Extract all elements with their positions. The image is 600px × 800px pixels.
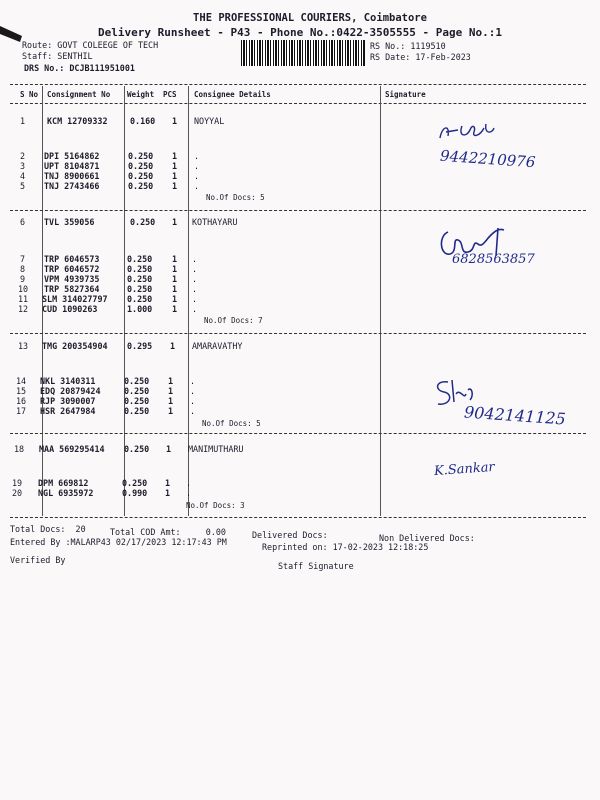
row-sno: 7	[20, 254, 26, 264]
row-consignment: VPM 4939735	[44, 274, 100, 284]
group-docs-count: No.Of Docs: 7	[204, 316, 263, 325]
row-sno: 1	[20, 116, 26, 126]
group-separator	[10, 333, 586, 334]
row-weight: 0.160	[130, 116, 156, 126]
col-signature: Signature	[385, 90, 426, 99]
non-delivered-docs: Non Delivered Docs:	[379, 533, 475, 543]
row-weight: 0.250	[124, 386, 150, 396]
col-pcs: PCS	[163, 90, 177, 99]
row-weight: 0.250	[127, 264, 153, 274]
drs-number: DRS No.: DCJB111951001	[24, 63, 135, 73]
row-consignee: .	[194, 171, 200, 181]
row-consignment: TRP 5827364	[44, 284, 100, 294]
row-consignee: .	[192, 304, 198, 314]
staff-signature: Staff Signature	[278, 561, 354, 571]
row-sno: 6	[20, 217, 26, 227]
group-docs-count: No.Of Docs: 3	[186, 501, 245, 510]
group-docs-count: No.Of Docs: 5	[202, 419, 261, 428]
row-consignee: AMARAVATHY	[192, 341, 243, 351]
row-consignee: .	[190, 376, 196, 386]
row-pcs: 1	[172, 217, 178, 227]
row-consignment: SLM 314027797	[42, 294, 108, 304]
row-weight: 0.250	[127, 254, 153, 264]
row-weight: 1.000	[127, 304, 153, 314]
row-consignee: .	[186, 488, 192, 498]
row-consignee: .	[190, 386, 196, 396]
row-pcs: 1	[172, 254, 178, 264]
col-weight: Weight	[127, 90, 155, 99]
row-sno: 19	[12, 478, 23, 488]
total-cod: Total COD Amt: 0.00	[110, 527, 226, 537]
row-pcs: 1	[172, 284, 178, 294]
row-sno: 17	[16, 406, 27, 416]
row-pcs: 1	[172, 116, 178, 126]
delivered-docs: Delivered Docs:	[252, 530, 328, 540]
staff-label: Staff: SENTHIL	[22, 51, 93, 61]
route-label: Route: GOVT COLEEGE OF TECH	[22, 40, 159, 50]
row-weight: 0.250	[124, 376, 150, 386]
row-sno: 13	[18, 341, 29, 351]
row-consignment: TNJ 8900661	[44, 171, 100, 181]
row-consignment: RJP 3090007	[40, 396, 96, 406]
row-weight: 0.250	[130, 217, 156, 227]
row-consignee: .	[194, 161, 200, 171]
company-title: THE PROFESSIONAL COURIERS, Coimbatore	[193, 12, 427, 24]
row-consignment: HSR 2647984	[40, 406, 96, 416]
row-pcs: 1	[172, 171, 178, 181]
verified-by: Verified By	[10, 555, 66, 565]
row-weight: 0.250	[124, 406, 150, 416]
row-weight: 0.295	[127, 341, 153, 351]
row-pcs: 1	[172, 304, 178, 314]
signature-3-phone: 9042141125	[463, 402, 567, 429]
row-consignee: .	[192, 264, 198, 274]
row-pcs: 1	[170, 341, 176, 351]
row-consignee: .	[192, 254, 198, 264]
table-bottom-rule	[10, 517, 586, 518]
row-sno: 12	[18, 304, 29, 314]
row-weight: 0.250	[128, 171, 154, 181]
row-consignment: NGL 6935972	[38, 488, 94, 498]
row-sno: 15	[16, 386, 27, 396]
group-separator	[10, 433, 586, 434]
row-consignee: .	[192, 294, 198, 304]
row-sno: 16	[16, 396, 27, 406]
row-weight: 0.250	[127, 274, 153, 284]
row-consignment: MAA 569295414	[39, 444, 105, 454]
row-consignment: TRP 6046573	[44, 254, 100, 264]
signature-1	[436, 118, 506, 144]
row-weight: 0.250	[128, 161, 154, 171]
row-pcs: 1	[168, 386, 174, 396]
row-consignment: DPM 669812	[38, 478, 89, 488]
signature-1-phone: 9442210976	[439, 146, 536, 172]
col-sno: S No	[20, 90, 39, 99]
row-pcs: 1	[172, 181, 178, 191]
row-consignee: KOTHAYARU	[192, 217, 238, 227]
row-consignment: DPI 5164862	[44, 151, 100, 161]
signature-2-phone: 6828563857	[452, 252, 535, 267]
header-rule-bottom	[10, 103, 586, 104]
row-weight: 0.990	[122, 488, 148, 498]
row-weight: 0.250	[122, 478, 148, 488]
col-consignment: Consignment No	[47, 90, 111, 99]
row-weight: 0.250	[128, 181, 154, 191]
row-weight: 0.250	[124, 396, 150, 406]
group-separator	[10, 210, 586, 211]
row-consignee: .	[190, 396, 196, 406]
row-consignment: KCM 12709332	[47, 116, 108, 126]
row-weight: 0.250	[127, 284, 153, 294]
rs-number: RS No.: 1119510	[370, 41, 446, 51]
col-consignee: Consignee Details	[194, 90, 271, 99]
entered-by: Entered By :MALARP43 02/17/2023 12:17:43 PM	[10, 537, 227, 547]
row-sno: 9	[20, 274, 26, 284]
row-consignee: .	[194, 181, 200, 191]
row-consignment: NKL 3140311	[40, 376, 96, 386]
total-docs: Total Docs: 20	[10, 524, 86, 534]
row-pcs: 1	[165, 478, 171, 488]
row-consignee: .	[192, 284, 198, 294]
row-consignee: .	[186, 478, 192, 488]
row-pcs: 1	[172, 294, 178, 304]
row-sno: 3	[20, 161, 26, 171]
row-sno: 14	[16, 376, 27, 386]
row-sno: 2	[20, 151, 26, 161]
signature-4: K.Sankar	[433, 459, 496, 480]
row-pcs: 1	[168, 396, 174, 406]
header-rule-top	[10, 84, 586, 85]
row-weight: 0.250	[128, 151, 154, 161]
row-consignee: .	[192, 274, 198, 284]
row-consignment: TMG 200354904	[42, 341, 108, 351]
row-pcs: 1	[168, 406, 174, 416]
row-pcs: 1	[172, 151, 178, 161]
row-consignment: TVL 359056	[44, 217, 95, 227]
row-consignee: NOYYAL	[194, 116, 225, 126]
reprinted-on: Reprinted on: 17-02-2023 12:18:25	[262, 542, 429, 552]
row-sno: 4	[20, 171, 26, 181]
runsheet-subtitle: Delivery Runsheet - P43 - Phone No.:0422-3505555 - Page No.:1	[98, 26, 502, 39]
row-weight: 0.250	[127, 294, 153, 304]
row-sno: 5	[20, 181, 26, 191]
row-weight: 0.250	[124, 444, 150, 454]
row-consignment: TNJ 2743466	[44, 181, 100, 191]
row-pcs: 1	[166, 444, 172, 454]
row-consignee: .	[194, 151, 200, 161]
row-consignment: CUD 1090263	[42, 304, 98, 314]
row-consignment: EDQ 20879424	[40, 386, 101, 396]
row-sno: 11	[18, 294, 29, 304]
row-pcs: 1	[168, 376, 174, 386]
row-pcs: 1	[172, 161, 178, 171]
row-sno: 10	[18, 284, 29, 294]
group-docs-count: No.Of Docs: 5	[206, 193, 265, 202]
rs-date: RS Date: 17-Feb-2023	[370, 52, 471, 62]
row-pcs: 1	[172, 264, 178, 274]
row-consignment: UPT 8104871	[44, 161, 100, 171]
row-pcs: 1	[172, 274, 178, 284]
row-pcs: 1	[165, 488, 171, 498]
row-sno: 20	[12, 488, 23, 498]
row-sno: 18	[14, 444, 25, 454]
row-consignee: MANIMUTHARU	[188, 444, 244, 454]
row-sno: 8	[20, 264, 26, 274]
col-divider	[380, 86, 381, 516]
row-consignee: .	[190, 406, 196, 416]
barcode	[241, 40, 365, 66]
row-consignment: TRP 6046572	[44, 264, 100, 274]
